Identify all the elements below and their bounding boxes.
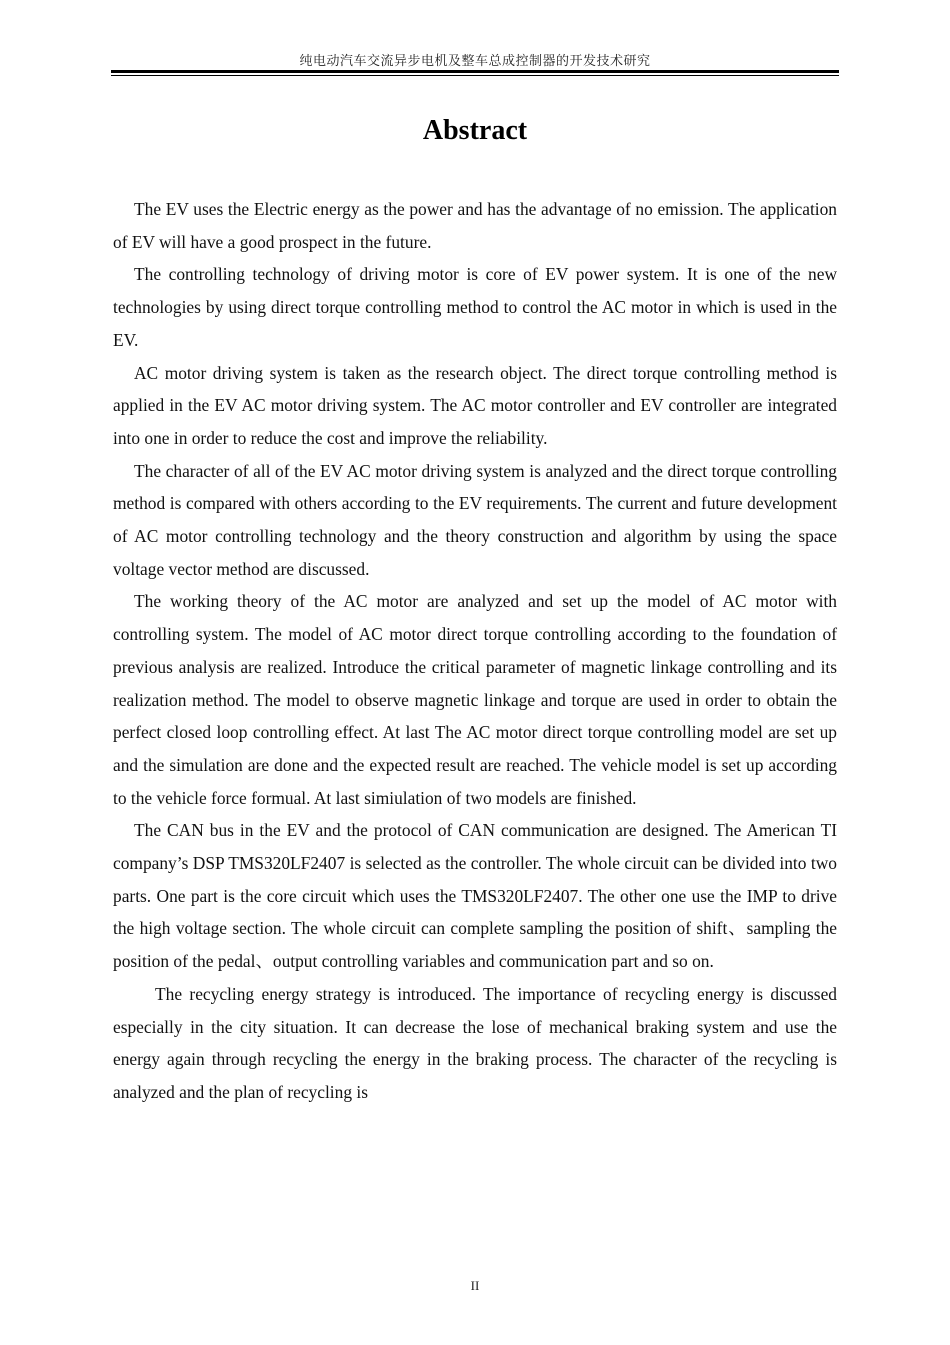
- header-rule-thick: [111, 70, 839, 73]
- paragraph-4: The character of all of the EV AC motor driving system is analyzed and the direct torque controlling method is compared with others according to the EV requirements. The current and future development of AC motor controlling technology and the theory construction and algorithm by using the space voltage vector method are discussed.: [113, 460, 837, 579]
- abstract-body: [113, 193, 837, 1109]
- paragraph-7: The recycling energy strategy is introduced. The importance of recycling energy is discussed especially in the city situation. It can decrease the lose of mechanical braking system and use the energy again through recycling the energy in the braking process. The character of the recycling is analyzed and the plan of recycling is: [113, 983, 837, 1102]
- running-header: 纯电动汽车交流异步电机及整车总成控制器的开发技术研究: [299, 54, 651, 69]
- page-number: II: [470, 1278, 480, 1293]
- paragraph-6: The CAN bus in the EV and the protocol of CAN communication are designed. The American TI company’s DSP TMS320LF2407 is selected as the controller. The whole circuit can be divided into two parts. One part is the core circuit which uses the TMS320LF2407. The other one use the IMP to drive the high voltage section. The whole circuit can complete sampling the position of shift、sampling the position of the pedal、output controlling variables and communication part and so on.: [113, 820, 837, 972]
- paragraph-2: The controlling technology of driving motor is core of EV power system. It is one of the new technologies by using direct torque controlling method to control the AC motor in which is used in the EV.: [113, 264, 837, 350]
- paragraph-3: AC motor driving system is taken as the research object. The direct torque controlling method is applied in the EV AC motor driving system. The AC motor controller and EV controller are integrated into one in order to reduce the cost and improve the reliability.: [113, 362, 837, 448]
- paragraph-1: The EV uses the Electric energy as the power and has the advantage of no emission. The application of EV will have a good prospect in the future.: [113, 199, 837, 252]
- paragraph-5: The working theory of the AC motor are analyzed and set up the model of AC motor with controlling system. The model of AC motor direct torque controlling according to the foundation of previous analysis are realized. Introduce the critical parameter of magnetic linkage controlling and its realization method. The model to observe magnetic linkage and torque are used in order to obtain the perfect closed loop controlling effect. At last The AC motor direct torque controlling model are set up and the simulation are done and the expected result are reached. The vehicle model is set up according to the vehicle force formual. At last simiulation of two models are finished.: [113, 591, 837, 808]
- abstract-title: Abstract: [422, 115, 528, 146]
- header-rule-thin: [111, 75, 839, 76]
